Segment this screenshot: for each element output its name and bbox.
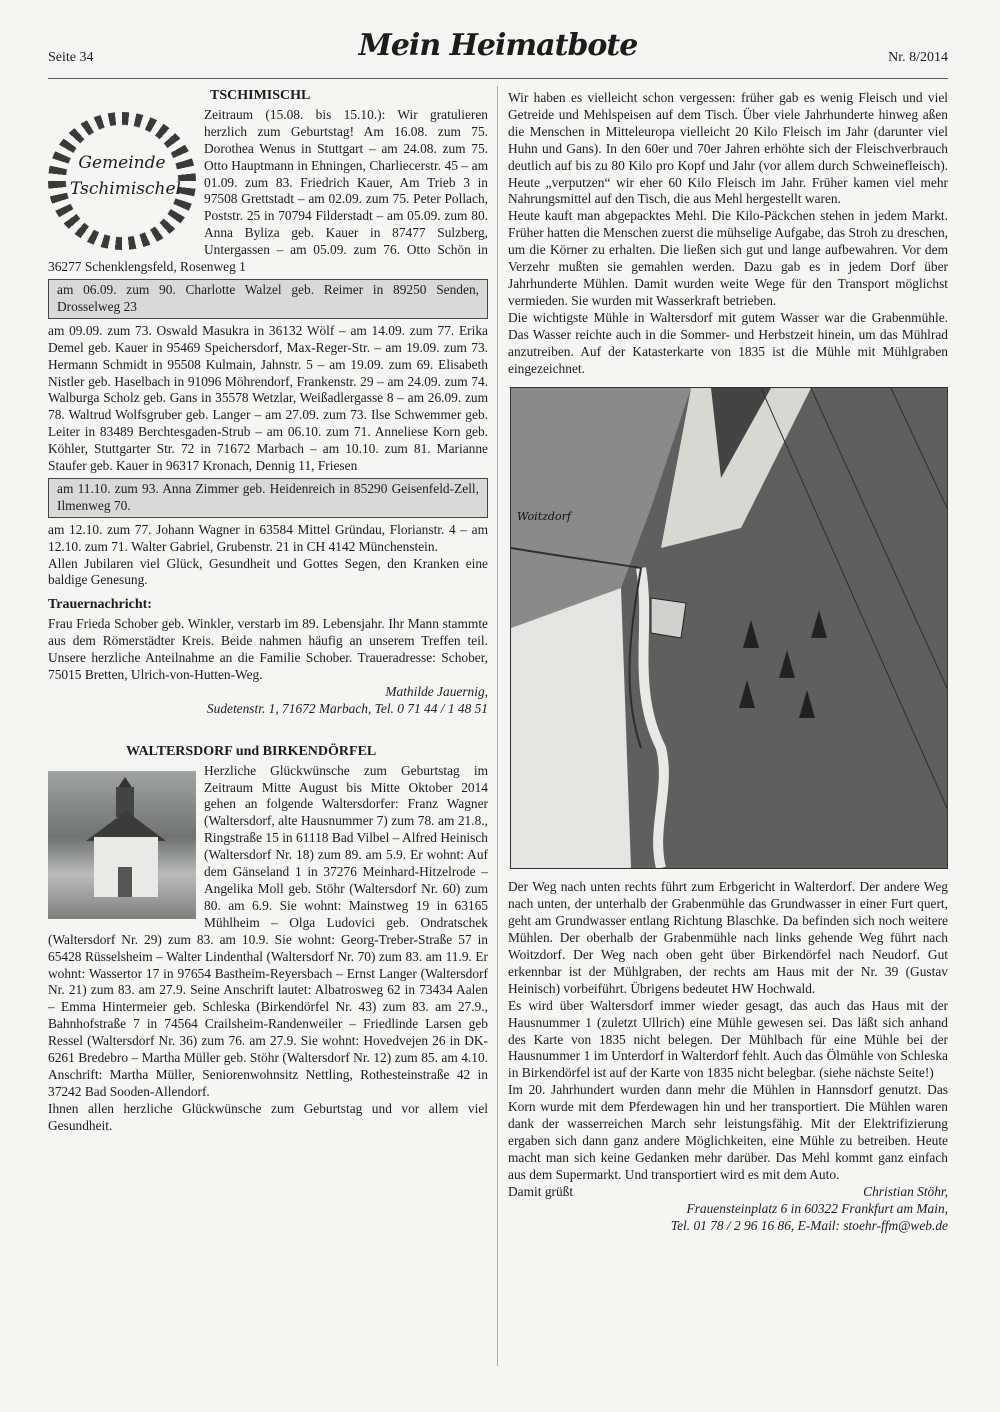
map-label-woitzdorf: Woitzdorf [517, 510, 571, 524]
tschimischel-seal [48, 112, 196, 250]
mourning-heading: Trauernachricht: [48, 597, 152, 613]
cadastral-map-1835 [510, 387, 948, 869]
page-header [48, 28, 948, 72]
waltersdorf-text: Herzliche Glückwünsche zum Geburtstag im Zeitraum Mitte August bis Mitte Oktober 2014 gehen an folgende Waltersdorfer: Franz Wagner (Waltersdorf, alte Hausnummer 7) zum 78. am 21.8., Ringstraße 15 in 61118 Bad Vilbel – Alfred Heinisch (Waltersdorf Nr. 18) zum 89. am 5.9. Er wohnt: Auf dem Gänseland 1 in 37276 Meinhard-Hitzelrode – Angelika Moll geb. Stöhr (Waltersdorf Nr. 60) zum 80. am 6.9. Sie wohnt: Mainstweg 19 in 63165 Mühlheim – Olga Ludovici geb. Ondratschek (Waltersdorf Nr. 29) zum 83. am 10.9. Sie wohnt: Georg-Treber-Straße 57 in 65428 Rüsselsheim – Walter Lindenthal (Waltersdorf Nr. 70) zum 83. am 11.9. Er wohnt: Wassertor 17 in 97654 Bastheim-Reyersbach – Ernst Langer (Waltersdorf Nr. 21) zum 83. am 27.9. Seine Anschrift lautet: Albatrosweg 62 in 73434 Aalen – Emma Hintermeier geb. Schleska (Birkendörfel Nr. 43) zum 83. am 27.9., Bahnhofstraße 7 in 74564 Crailsheim-Randenweiler – Friedlinde Larsen geb Ressel (Waltersdorf Nr. 36) zum 76. am 27.9. Sie wohnt: Hovedvejen 26 in DK-6261 Bredebro – Martha Müller geb. Stöhr (Waltersdorf Nr. 12) zum 85. am 4.10. Anschrift: Martha Müller, Seniorenwohnsitz Nettling, Rothesteinstraße 42 in 37242 Bad Sooden-Allendorf. [48, 762, 488, 1099]
tschimischl-sign-address: Sudetenstr. 1, 71672 Marbach, Tel. 0 71 44 / 1 48 51 [206, 700, 488, 716]
tschimischl-sign-name: Mathilde Jauernig, [385, 683, 488, 699]
seal-line2: Tschimischel [70, 179, 181, 199]
right-sign-address: Frauensteinplatz 6 in 60322 Frankfurt am Main, [686, 1200, 948, 1216]
church-photo [48, 771, 196, 919]
waltersdorf-section [48, 744, 488, 1135]
greeting: Damit grüßt [508, 1183, 574, 1199]
article-paragraph-3: Die wichtigste Mühle in Waltersdorf mit gutem Wasser war die Grabenmühle. Das Wasser reichte auch in die Sommer- und Herbstzeit hinein, um das Mühlrad anzutreiben. Auf der Katasterkarte von 1835 ist die Mühle mit Mühlgraben eingezeichnet. [508, 309, 948, 376]
waltersdorf-heading: WALTERSDORF und BIRKENDÖRFEL [126, 743, 377, 759]
tschimischl-section [48, 88, 488, 718]
page-number: Seite 34 [48, 50, 94, 65]
article-paragraph-1: Wir haben es vielleicht schon vergessen: früher gab es wenig Fleisch und viel Getreide und Mehlspeisen auf dem Tisch. Über viele Jahrhunderte hinweg aßen die Menschen in Mitteleuropa vielleicht 20 Kilo Fleisch im Jahr (darunter viel Huhn und Gans). In den 60er und 70er Jahren erhöhte sich der Fleischverbrauch deutlich auf bis zu 80 Kilo pro Kopf und Jahr (vor allem durch Schweinefleisch). Heute „verputzen“ wir eher 60 Kilo Fleisch im Jahr. Früher kamen viel mehr Nahrungsmittel auf den Tisch, die aus Mehl hergestellt waren. [508, 90, 948, 207]
right-sign-name: Christian Stöhr, [863, 1183, 948, 1199]
article-paragraph-4: Der Weg nach unten rechts führt zum Erbgericht in Walterdorf. Der andere Weg nach unten, der unterhalb der Grabenmühle das Grundwasser in einer Furt quert, geht am Grundwasser entlang Richtung Blaschke. Da befinden sich noch weitere Mühlen. Der oberhalb der Grabenmühle nach links gehende Weg führt nach Woitzdorf. Der Weg nach oben geht über Birkendörfel nach Neudorf. Gut erkennbar ist der Mühlgraben, der rechts am Haus mit der Nr. 39 (Gustav Heinisch) vorbeiführt. Übrigens bedeutet HW Hochwald. [508, 879, 948, 996]
issue-number: Nr. 8/2014 [888, 50, 948, 65]
right-column [508, 90, 948, 1235]
seal-line1: Gemeinde [78, 153, 166, 173]
waltersdorf-closing: Ihnen allen herzliche Glückwünsche zum Geburtstag und vor allem viel Gesundheit. [48, 1100, 488, 1133]
highlight-box-2: am 11.10. zum 93. Anna Zimmer geb. Heidenreich in 85290 Geisenfeld-Zell, Ilmenweg 70. [48, 478, 488, 518]
tschimischl-intro: Zeitraum (15.08. bis 15.10.): Wir gratulieren herzlich zum Geburtstag! Am 16.08. zum 75. Dorothea Wenus in Stuttgart – am 24.08. zum 75. Otto Hauptmann in Ehningen, Charliecerstr. 45 – am 01.09. zum 83. Friedrich Kauer, Am Trieb 3 in 97508 Grettstadt – am 02.09. zum 75. Peter Pollach, Poststr. 25 in 70794 Filderstadt – am 05.09. zum 80. Anna Byliza geb. Kauer in 87477 Sulzberg, Untergassen – am 05.09. zum 76. Otto Schön in 36277 Schenklengsfeld, Rosenweg 1 [48, 106, 488, 275]
tschimischl-heading: TSCHIMISCHL [210, 88, 311, 103]
left-column [48, 88, 488, 1135]
tschimischl-end: am 12.10. zum 77. Johann Wagner in 63584 Mittel Gründau, Florianstr. 4 – am 12.10. zum 71. Walter Gabriel, Grubenstr. 21 in CH 4142 Münchenstein. [48, 521, 488, 554]
article-paragraph-6: Im 20. Jahrhundert wurden dann mehr die Mühlen in Hannsdorf genutzt. Das Korn wurde mit dem Pferdewagen hin und her transportiert. Die Mühlen waren dank der wasserreichen March sehr leistungsfähig. Mit der Elektrifizierung ergaben sich dann ganz andere Möglichkeiten, eine Mühle zu betreiben. Heute macht man sich keine Gedanken mehr darüber. Das Mehl kommt ganz einfach aus dem Supermarkt. Und transportiert wird es mit dem Auto. [508, 1082, 948, 1182]
newspaper-title: Mein Heimatbote [358, 28, 638, 63]
column-divider [497, 86, 498, 1366]
right-sign-contact: Tel. 01 78 / 2 96 16 86, E-Mail: stoehr-ffm@web.de [670, 1217, 948, 1233]
article-paragraph-2: Heute kauft man abgepacktes Mehl. Die Kilo-Päckchen stehen in jedem Markt. Früher hatten die Menschen zuerst die mühselige Aufgabe, das Stroh zu dreschen, um die Körner zu erhalten. Die ließen sich gut und lange aufbewahren. Vor dem Verzehr mußten sie gemahlen werden. Dazu gab es in jedem Dorf über Jahrhunderte Mühlen. Damit wurden weite Wege für den Transport möglichst vermieden. Sie wurden mit Wasserkraft betrieben. [508, 208, 948, 308]
header-rule [48, 78, 948, 79]
highlight-box-1: am 06.09. zum 90. Charlotte Walzel geb. Reimer in 89250 Senden, Drosselweg 23 [48, 279, 488, 319]
article-paragraph-5: Es wird über Waltersdorf immer wieder gesagt, das auch das Haus mit der Hausnummer 1 (zuletzt Ullrich) eine Mühle gewesen sei. Das läßt sich anhand des Karte von 1835 nicht belegen. Der Mühlbach für eine Mühle bei der Hausnummer 1 im Unterdorf in Walterdorf fehlt. Auch das Ölmühle von Schleska in Birkendörfel ist auf der Karte von 1835 nicht belegbar. (siehe nächste Seite!) [508, 997, 948, 1081]
greeting-line [508, 1184, 948, 1201]
tschimischl-wishes: Allen Jubilaren viel Glück, Gesundheit und Gottes Segen, den Kranken eine baldige Genesung. [48, 555, 488, 588]
mourning-text: Frau Frieda Schober geb. Winkler, verstarb im 89. Lebensjahr. Ihr Mann stammte aus dem Römerstädter Kreis. Beide nahmen häufig an unserem Treffen teil. Unsere herzliche Anteilnahme an die Familie Schober. Traueradresse: Schober, 75015 Bretten, Ulrich-von-Hutten-Weg. [48, 616, 488, 682]
tschimischl-middle: am 09.09. zum 73. Oswald Masukra in 36132 Wölf – am 14.09. zum 77. Erika Demel geb. Kauer in 95469 Speichersdorf, Max-Reger-Str. – am 19.09. zum 73. Hermann Schmidt in 95508 Kulmain, Jahnstr. 5 – am 19.09. zum 69. Elisabeth Nistler geb. Haselbach in 91096 Möhrendorf, Frankenstr. 29 – am 24.09. zum 74. Walburga Scholz geb. Gans in 35578 Wetzlar, Weißadlergasse 8 – am 26.09. zum 78. Waltrud Wolfsgruber geb. Langer – am 27.09. zum 73. Ilse Schwemmer geb. Leiter in 83489 Berchtesgaden-Strub – am 06.10. zum 71. Anneliese Korn geb. Köhler, Stuttgarter Str. 72 in 71672 Marbach – am 10.10. zum 81. Marianne Staufer geb. Kauer in 96317 Kronach, Dennig 11, Friesen [48, 322, 488, 474]
